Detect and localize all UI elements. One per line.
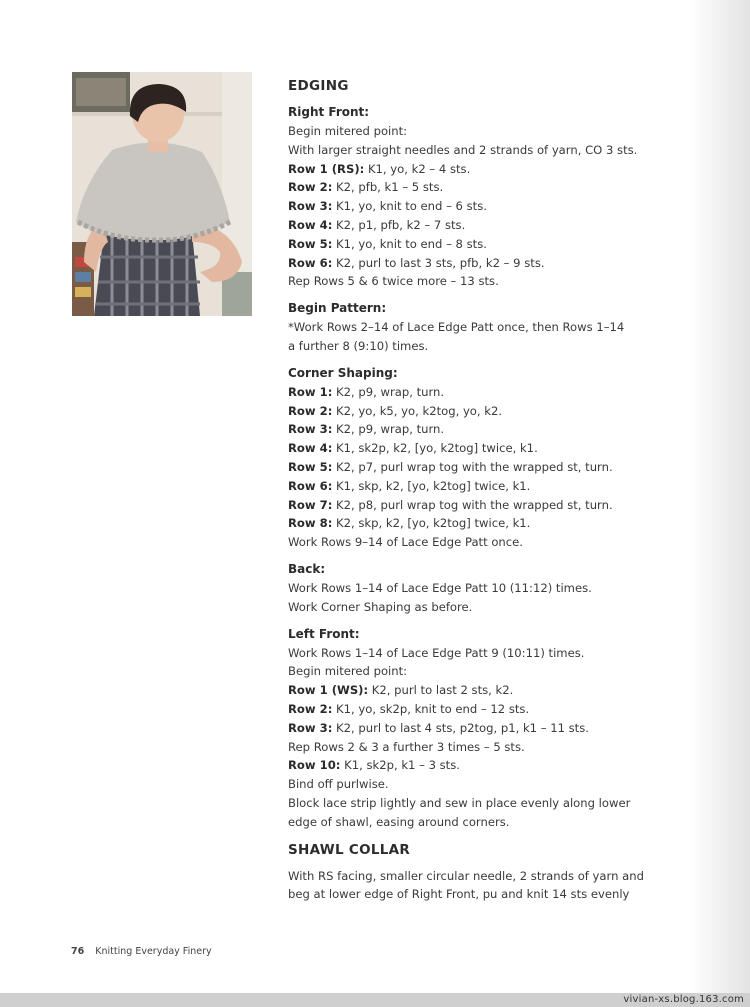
row-label: Row 3: [288, 720, 333, 735]
begin-pattern-heading: Begin Pattern: [288, 301, 387, 316]
row-text: K1, skp, k2, [yo, k2tog] twice, k1. [332, 478, 531, 493]
instruction-line [288, 700, 668, 719]
instruction-line [288, 178, 668, 197]
instruction-line [288, 383, 668, 402]
row-label: Row 4: [288, 441, 333, 456]
instruction-line [288, 775, 668, 794]
model-photo [72, 72, 252, 316]
row-label: Row 6: [288, 478, 333, 493]
instruction-line [288, 235, 668, 254]
instruction-line [288, 402, 668, 421]
instruction-line [288, 216, 668, 235]
edging-title: EDGING [288, 78, 349, 94]
row-text: *Work Rows 2–14 of Lace Edge Patt once, then Rows 1–14 [288, 320, 625, 335]
instruction-line [288, 254, 668, 273]
row-text: K1, yo, knit to end – 8 sts. [332, 236, 487, 251]
row-text: Block lace strip lightly and sew in place evenly along lower [288, 795, 631, 810]
row-text: K2, pfb, k1 – 5 sts. [332, 180, 444, 195]
row-label: Row 1: [288, 384, 333, 399]
row-text: K2, skp, k2, [yo, k2tog] twice, k1. [332, 516, 531, 531]
row-text: K2, p8, purl wrap tog with the wrapped st, turn. [332, 497, 613, 512]
row-text: Begin mitered point: [288, 664, 408, 679]
row-label: Row 2: [288, 180, 333, 195]
row-label: Row 5: [288, 459, 333, 474]
instruction-line [288, 579, 668, 598]
instruction-line [288, 197, 668, 216]
instruction-line [288, 160, 668, 179]
row-label: Row 4: [288, 217, 333, 232]
row-text: Bind off purlwise. [288, 777, 389, 792]
instruction-line [288, 681, 668, 700]
row-label: Row 2: [288, 701, 333, 716]
row-text: K2, p9, wrap, turn. [332, 422, 445, 437]
row-text: Work Rows 9–14 of Lace Edge Patt once. [288, 535, 523, 550]
instruction-line [288, 514, 668, 533]
instruction-line [288, 738, 668, 757]
row-text: Work Rows 1–14 of Lace Edge Patt 10 (11:12) times. [288, 580, 592, 595]
row-label: Row 5: [288, 236, 333, 251]
row-text: beg at lower edge of Right Front, pu and knit 14 sts evenly [288, 887, 630, 902]
row-text: K1, yo, sk2p, knit to end – 12 sts. [332, 701, 530, 716]
row-text: K1, sk2p, k1 – 3 sts. [340, 758, 460, 773]
corner-shaping-lines [288, 383, 668, 552]
instruction-line [288, 458, 668, 477]
instruction-line [288, 141, 668, 160]
back-lines [288, 579, 668, 617]
instruction-line [288, 420, 668, 439]
instruction-line [288, 867, 668, 886]
instruction-line [288, 337, 668, 356]
left-front-heading: Left Front: [288, 626, 360, 641]
instruction-line [288, 122, 668, 141]
shawl-collar-title: SHAWL COLLAR [288, 841, 411, 858]
instruction-line [288, 756, 668, 775]
instruction-line [288, 272, 668, 291]
row-label: Row 1 (WS): [288, 683, 369, 698]
instruction-line [288, 439, 668, 458]
instruction-line [288, 496, 668, 515]
pattern-instructions [288, 78, 668, 904]
instruction-line [288, 813, 668, 832]
row-text: K1, yo, k2 – 4 sts. [364, 161, 471, 176]
row-text: With RS facing, smaller circular needle, 2 strands of yarn and [288, 868, 644, 883]
row-label: Row 10: [288, 758, 341, 773]
row-text: Rep Rows 2 & 3 a further 3 times – 5 sts. [288, 739, 525, 754]
row-text: With larger straight needles and 2 strands of yarn, CO 3 sts. [288, 142, 638, 157]
row-text: Rep Rows 5 & 6 twice more – 13 sts. [288, 274, 499, 289]
left-front-lines [288, 644, 668, 832]
row-label: Row 3: [288, 199, 333, 214]
instruction-line [288, 644, 668, 663]
row-text: K1, sk2p, k2, [yo, k2tog] twice, k1. [332, 441, 538, 456]
page-footer [71, 946, 212, 957]
instruction-line [288, 533, 668, 552]
row-text: Work Rows 1–14 of Lace Edge Patt 9 (10:11) times. [288, 645, 585, 660]
row-text: a further 8 (9:10) times. [288, 338, 429, 353]
page-number: 76 [71, 946, 85, 957]
row-text: K2, p7, purl wrap tog with the wrapped st, turn. [332, 459, 613, 474]
instruction-line [288, 477, 668, 496]
row-text: edge of shawl, easing around corners. [288, 814, 510, 829]
row-label: Row 6: [288, 255, 333, 270]
back-heading: Back: [288, 561, 326, 576]
begin-pattern-lines [288, 318, 668, 356]
row-text: Work Corner Shaping as before. [288, 599, 473, 614]
row-text: Begin mitered point: [288, 124, 408, 138]
row-text: K2, yo, k5, yo, k2tog, yo, k2. [332, 403, 503, 418]
watermark: vivian-xs.blog.163.com [623, 994, 744, 1005]
shawl-collar-lines [288, 867, 668, 905]
row-text: K2, purl to last 4 sts, p2tog, p1, k1 – 11 sts. [332, 720, 589, 735]
row-label: Row 7: [288, 497, 333, 512]
row-label: Row 1 (RS): [288, 161, 365, 176]
row-label: Row 3: [288, 422, 333, 437]
row-text: K2, purl to last 2 sts, k2. [368, 683, 514, 698]
row-label: Row 8: [288, 516, 333, 531]
instruction-line [288, 598, 668, 617]
row-text: K2, purl to last 3 sts, pfb, k2 – 9 sts. [332, 255, 545, 270]
row-label: Row 2: [288, 403, 333, 418]
book-title: Knitting Everyday Finery [95, 946, 212, 957]
right-front-heading: Right Front: [288, 105, 370, 119]
row-text: K1, yo, knit to end – 6 sts. [332, 199, 487, 214]
instruction-line [288, 794, 668, 813]
instruction-line [288, 719, 668, 738]
instruction-line [288, 318, 668, 337]
right-front-lines [288, 122, 668, 291]
corner-shaping-heading: Corner Shaping: [288, 365, 398, 380]
row-text: K2, p1, pfb, k2 – 7 sts. [332, 217, 466, 232]
row-text: K2, p9, wrap, turn. [332, 384, 445, 399]
instruction-line [288, 662, 668, 681]
instruction-line [288, 885, 668, 904]
